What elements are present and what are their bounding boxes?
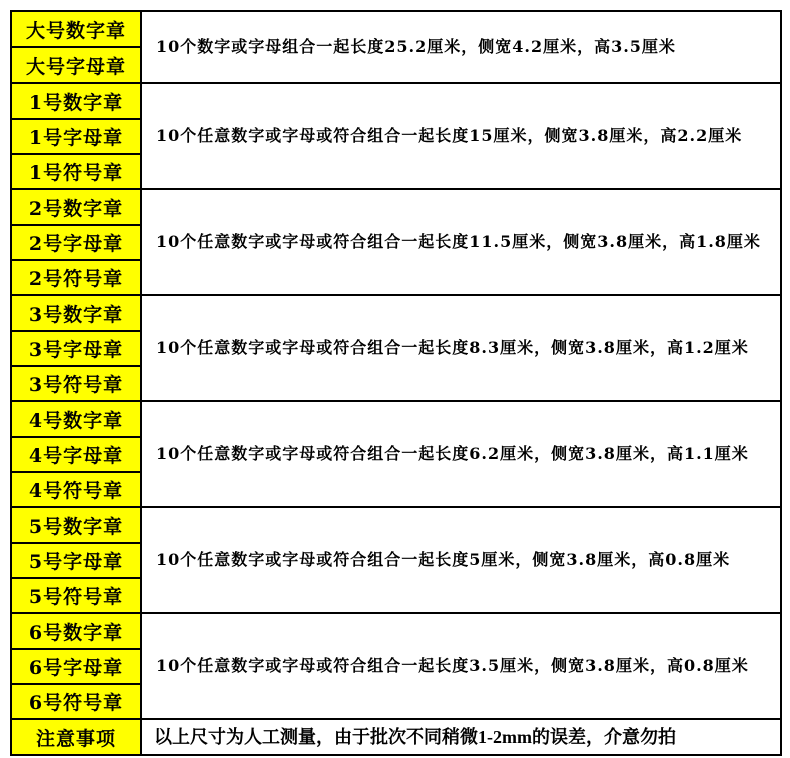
stamp-type-label: 2号符号章 [11, 260, 141, 295]
stamp-type-label: 3号数字章 [11, 295, 141, 331]
stamp-type-label: 3号符号章 [11, 366, 141, 401]
stamp-type-label: 5号数字章 [11, 507, 141, 543]
stamp-type-label: 2号数字章 [11, 189, 141, 225]
size-description: 10个任意数字或字母或符合组合一起长度11.5厘米，侧宽3.8厘米，高1.8厘米 [141, 189, 781, 295]
stamp-type-label: 3号字母章 [11, 331, 141, 366]
size-description: 10个任意数字或字母或符合组合一起长度15厘米，侧宽3.8厘米，高2.2厘米 [141, 83, 781, 189]
table-row [11, 295, 781, 331]
size-description: 10个数字或字母组合一起长度25.2厘米，侧宽4.2厘米，高3.5厘米 [141, 11, 781, 83]
table-row [11, 401, 781, 437]
stamp-type-label: 5号符号章 [11, 578, 141, 613]
stamp-type-label: 4号符号章 [11, 472, 141, 507]
stamp-type-label: 4号数字章 [11, 401, 141, 437]
size-description: 10个任意数字或字母或符合组合一起长度3.5厘米，侧宽3.8厘米，高0.8厘米 [141, 613, 781, 719]
stamp-type-label: 6号符号章 [11, 684, 141, 719]
stamp-type-label: 1号字母章 [11, 119, 141, 154]
table-row [11, 613, 781, 649]
size-table [10, 10, 782, 756]
table-row [11, 189, 781, 225]
stamp-type-label: 1号数字章 [11, 83, 141, 119]
stamp-type-label: 6号字母章 [11, 649, 141, 684]
note-text: 以上尺寸为人工测量，由于批次不同稍微1-2mm的误差，介意勿拍 [141, 719, 781, 755]
stamp-type-label: 6号数字章 [11, 613, 141, 649]
table-row [11, 83, 781, 119]
stamp-type-label: 大号字母章 [11, 47, 141, 83]
stamp-type-label: 2号字母章 [11, 225, 141, 260]
stamp-type-label: 5号字母章 [11, 543, 141, 578]
size-description: 10个任意数字或字母或符合组合一起长度8.3厘米，侧宽3.8厘米，高1.2厘米 [141, 295, 781, 401]
stamp-type-label: 4号字母章 [11, 437, 141, 472]
stamp-type-label: 1号符号章 [11, 154, 141, 189]
table-row [11, 11, 781, 47]
note-row [11, 719, 781, 755]
size-description: 10个任意数字或字母或符合组合一起长度6.2厘米，侧宽3.8厘米，高1.1厘米 [141, 401, 781, 507]
size-description: 10个任意数字或字母或符合组合一起长度5厘米，侧宽3.8厘米，高0.8厘米 [141, 507, 781, 613]
note-label: 注意事项 [11, 719, 141, 755]
table-row [11, 507, 781, 543]
stamp-type-label: 大号数字章 [11, 11, 141, 47]
